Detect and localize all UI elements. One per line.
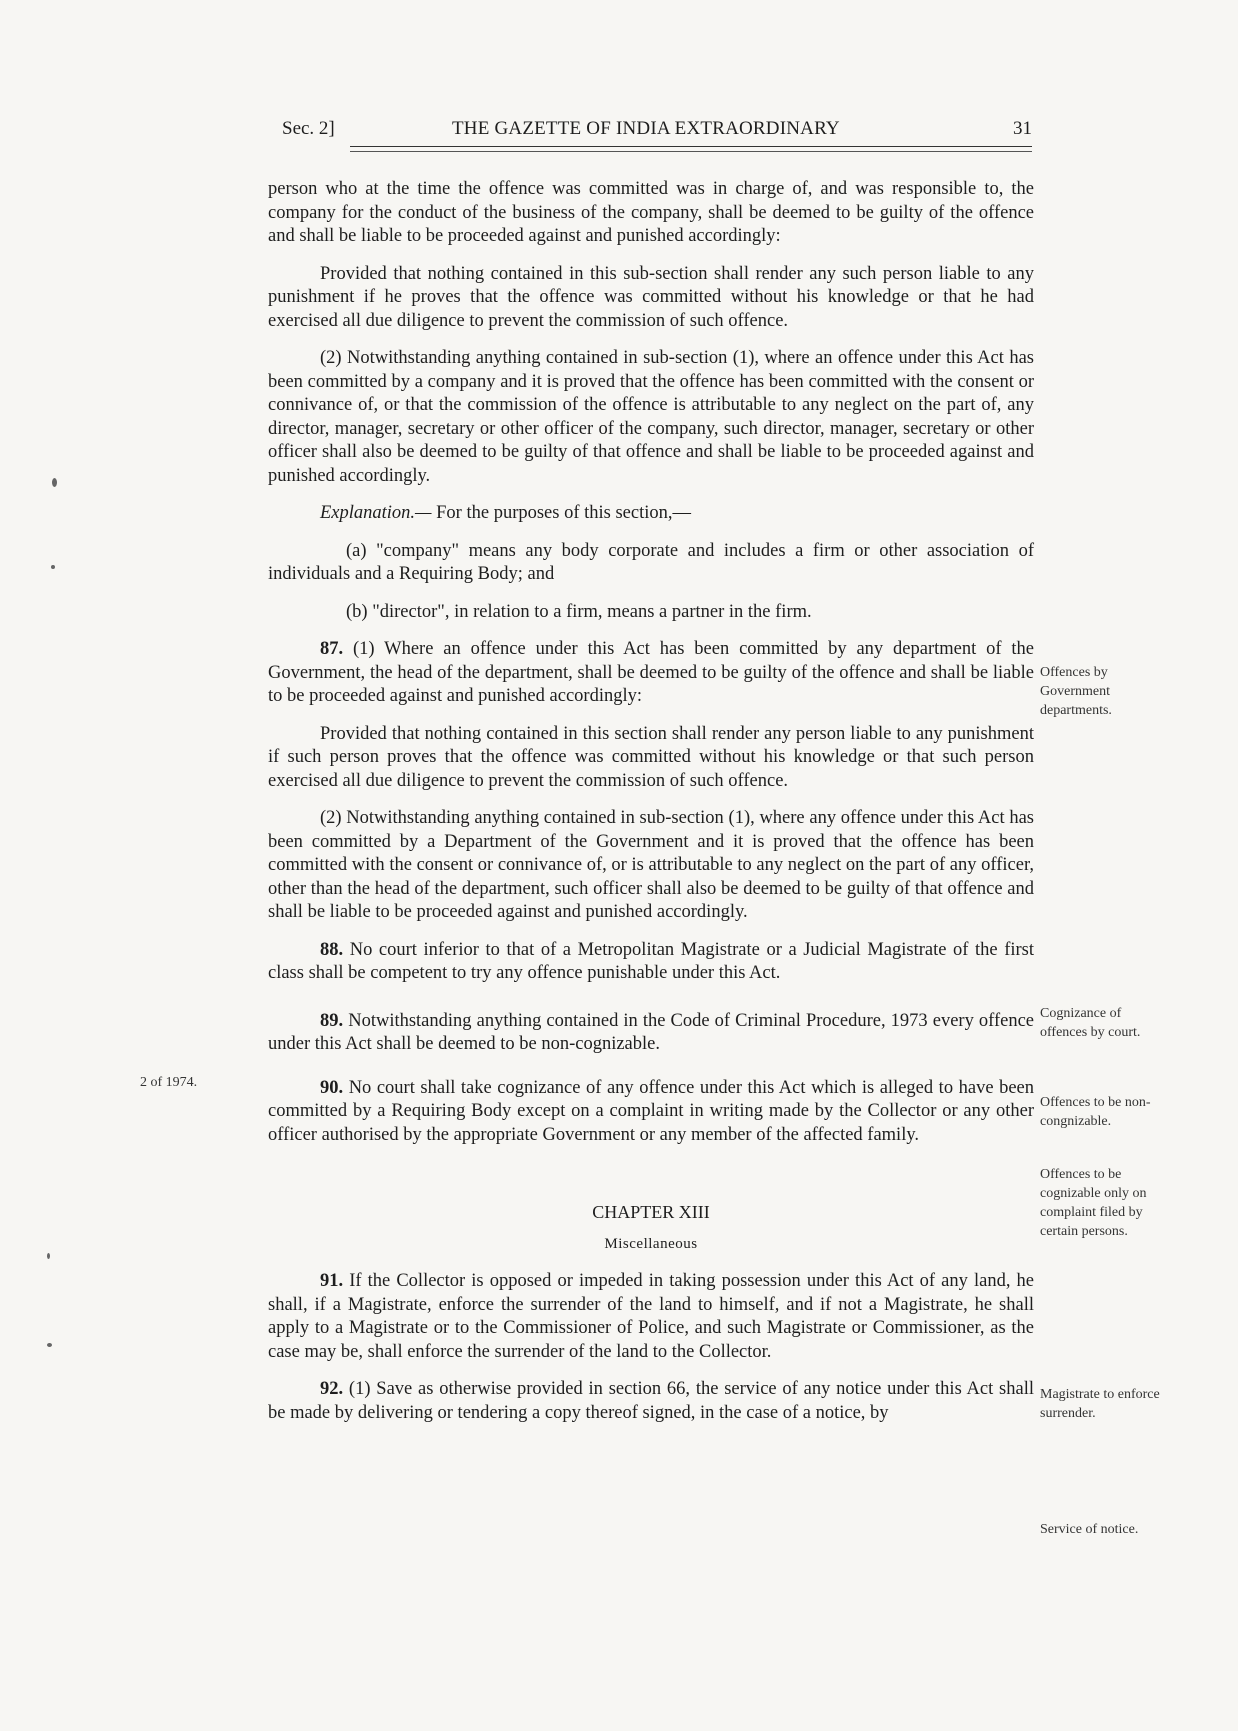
paragraph: person who at the time the offence was committed was in charge of, and was responsible to, the company for the conduct of the business of the company, shall be deemed to be guilty of the offence and shall be liable to be proceeded against and punished accordingly: [268,179,1034,246]
margin-note-89: Offences to be non-congnizable. [1040,1095,1151,1129]
clause-a: (a) "company" means any body corporate and includes a firm or other association of individuals and a Requiring Body; and [268,540,1034,584]
scan-speck [47,1253,50,1259]
section-number: 87. [320,639,344,659]
section-text: No court shall take cognizance of any offence under this Act which is alleged to have been committed by a Requiring Body except on a complaint in writing made by the Collector or any other officer authorised by the appropriate Government or any member of the affected family. [268,1077,1035,1145]
scan-speck [51,565,55,569]
explanation-label: Explanation.— [320,503,432,523]
margin-note-87: Offences by Government departments. [1040,665,1112,718]
page-header [282,118,1032,142]
section-text: (1) Save as otherwise provided in section 66, the service of any notice under this Act shall be made by delivering or tendering a copy thereof signed, in the case of a notice, by [268,1379,1034,1423]
section-90 [268,1077,1034,1148]
chapter-heading: CHAPTER XIII [592,1202,710,1222]
section-text: (1) Where an offence under this Act has been committed by any department of the Government, the head of the department, shall be deemed to be guilty of the offence and shall be liable to be proceeded against and punished accordingly: [268,639,1035,706]
section-text: If the Collector is opposed or impeded in taking possession under this Act of any land, he shall, if a Magistrate, enforce the surrender of the land to himself, and if not a Magistrate, he shall apply to a Magistrate or to the Commissioner of Police, and such Magistrate or Commissioner, as the case may be, shall enforce the surrender of the land to the Collector. [268,1271,1035,1362]
section-88 [268,939,1034,986]
section-number: 88. [320,939,344,960]
section-number: 89. [320,1010,344,1031]
section-label: Sec. 2] [282,118,335,139]
act-reference: 2 of 1974. [140,1075,198,1090]
margin-note-91: Magistrate to enforce surrender. [1040,1387,1160,1421]
scan-speck [52,478,57,487]
page-number: 31 [1013,118,1032,139]
subsection-2: (2) Notwithstanding anything contained in sub-section (1), where an offence under this Act has been committed by a company and it is proved that the offence has been committed with the consent or connivance of, or that the commission of the offence is attributable to any neglect on the part of, any director, manager, secretary or other officer of the company, such director, manager, secretary or other officer shall also be deemed to be guilty of that offence and shall be liable to be proceeded against and punished accordingly. [268,348,1034,486]
section-87-subsection-2: (2) Notwithstanding anything contained in sub-section (1), where any offence under this Act has been committed by a Department of the Government and it is proved that the offence has been committed with the consent or connivance of, or is attributable to any neglect on the part of any officer, other than the head of the department, such officer shall also be deemed to be guilty of that offence and shall be liable to be proceeded against and punished accordingly. [268,808,1034,922]
gazette-title: THE GAZETTE OF INDIA EXTRAORDINARY [452,118,840,139]
explanation-text: For the purposes of this section,— [436,503,692,523]
margin-note-92: Service of notice. [1040,1522,1139,1537]
section-number: 90. [320,1077,344,1098]
section-text: No court inferior to that of a Metropolitan Magistrate or a Judicial Magistrate of the first class shall be competent to try any offence punishable under this Act. [268,939,1035,983]
page-body [268,178,1034,1439]
section-91 [268,1270,1034,1364]
chapter-title: Miscellaneous [604,1235,698,1252]
header-rule-double [350,151,1032,152]
section-87-proviso: Provided that nothing contained in this section shall render any person liable to any punishment if such person proves that the offence was committed without his knowledge or that such person exercised all due diligence to prevent the commission of such offence. [268,723,1034,791]
section-87 [268,638,1034,709]
section-89 [268,1010,1034,1057]
section-number: 92. [320,1379,344,1399]
clause-b: (b) "director", in relation to a firm, means a partner in the firm. [346,601,812,622]
margin-note-88: Cognizance of offences by court. [1040,1006,1141,1040]
proviso-paragraph: Provided that nothing contained in this sub-section shall render any such person liable to any punishment if he proves that the offence was committed without his knowledge or that he had exercised all due diligence to prevent the commission of such offence. [268,263,1034,331]
section-text: Notwithstanding anything contained in the Code of Criminal Procedure, 1973 every offence under this Act shall be deemed to be non-cognizable. [268,1010,1035,1054]
header-rule [350,146,1032,147]
section-number: 91. [320,1271,344,1291]
scan-speck [47,1343,52,1347]
section-92 [268,1378,1034,1425]
margin-note-90: Offences to be cognizable only on complaint filed by certain persons. [1040,1167,1147,1239]
explanation [268,502,1034,526]
